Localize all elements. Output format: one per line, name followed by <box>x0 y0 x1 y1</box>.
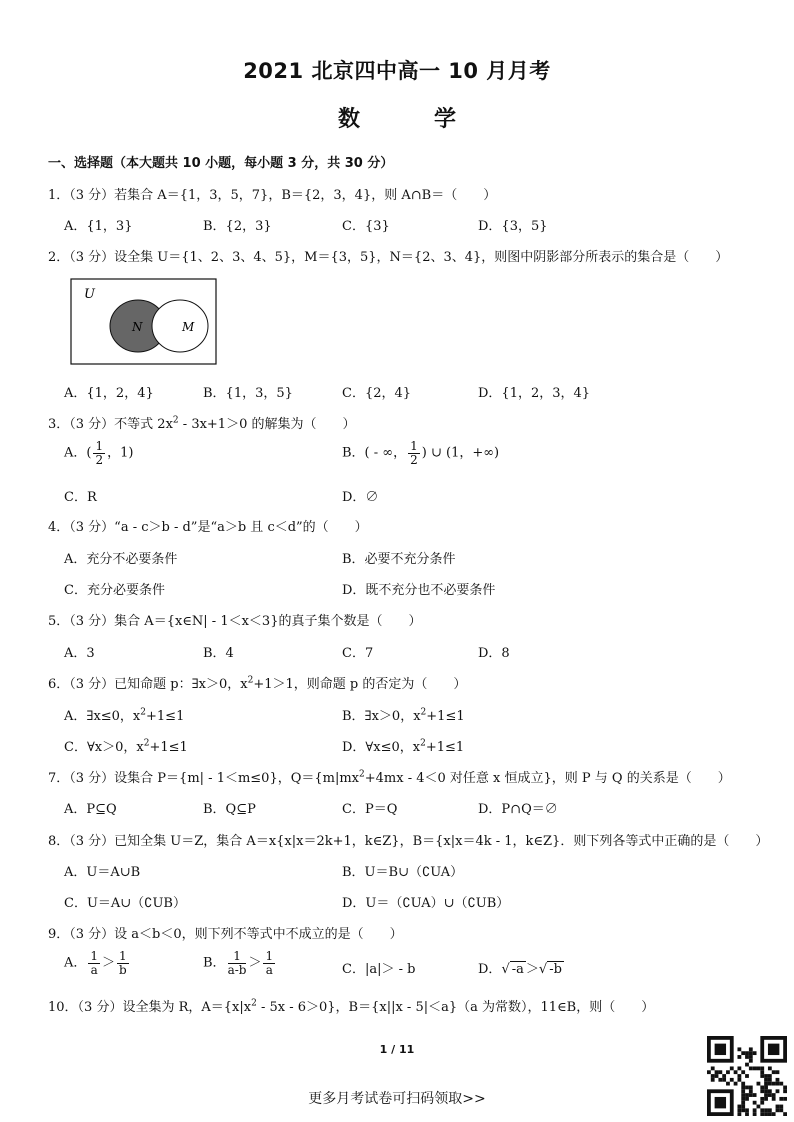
question-5: 5．（3 分）集合 A＝{x∈N| - 1＜x＜3}的真子集个数是（ ） <box>48 614 422 629</box>
q5-option-d: D．8 <box>478 646 510 661</box>
question-10: 10．（3 分）设全集为 R，$A=\{x|x^2 - 5x - 6>0\}$，B＝{x||x - 5|＜a}（a 为常数），11∈B，则（ ） <box>48 998 655 1015</box>
question-9: 9．（3 分）设 a＜b＜0，则下列不等式中不成立的是（ ） <box>48 927 403 942</box>
q9-option-c: C．|a|＞ - b <box>342 962 416 977</box>
footer-promo: 更多月考试卷可扫码领取>> <box>308 1091 486 1107</box>
q4-option-b: B．必要不充分条件 <box>342 552 456 567</box>
section-heading: 一、选择题（本大题共 10 小题，每小题 3 分，共 30 分） <box>48 156 394 171</box>
q3-option-c: C．R <box>64 490 97 505</box>
q7-option-a: A．P⊆Q <box>64 802 117 817</box>
q3-option-a: A．( $\frac{1}{2}$ ，1) <box>64 439 134 467</box>
question-8: 8．（3 分）已知全集 U＝Z，集合 A＝x{x|x＝2k+1，k∈Z}，B＝{x|x＝4k - 1，k∈Z}．则下列各等式中正确的是（ ） <box>48 834 769 849</box>
question-6: 6．（3 分）已知命题 p：∃x＞0，$x^2+1>1$，则命题 p 的否定为（ ） <box>48 675 467 692</box>
q1-option-b: B．{2，3} <box>203 219 272 234</box>
q9-option-d: D．√ -a ＞√ -b <box>478 962 562 977</box>
question-7: 7．（3 分）设集合 P＝{m| - 1＜m≤0}，$Q=\{m|mx^2+4mx - 4<0$ 对任意 x 恒成立}，则 P 与 Q 的关系是（ ） <box>48 769 731 786</box>
question-4: 4．（3 分）“a - c＞b - d”是“a＞b 且 c＜d”的（ ） <box>48 520 368 535</box>
q8-option-a: A．U＝A∪B <box>64 865 141 880</box>
q1-option-d: D．{3，5} <box>478 219 548 234</box>
q1-option-a: A．{1，3} <box>64 219 133 234</box>
q7-option-d: D．P∩Q＝∅ <box>478 802 558 817</box>
q9-option-a: A． $\frac{1}{a}$ ＞ $\frac{1}{b}$ <box>64 949 127 977</box>
subject-title: 数 学 <box>337 107 482 132</box>
q3-option-d: D．∅ <box>342 490 379 505</box>
page-number: 1 / 11 <box>379 1043 415 1056</box>
question-1: 1．（3 分）若集合 A＝{1，3，5，7}，B＝{2，3，4}，则 A∩B＝（ ） <box>48 188 497 203</box>
q4-option-c: C．充分必要条件 <box>64 583 165 598</box>
q4-option-a: A．充分不必要条件 <box>64 552 178 567</box>
q2-option-b: B．{1，3，5} <box>203 386 293 401</box>
q5-option-c: C．7 <box>342 646 374 661</box>
q6-option-a: A．∃x≤0，$x^2+1\le 1$ <box>64 707 185 724</box>
q7-option-b: B．Q⊆P <box>203 802 256 817</box>
q6-option-b: B．∃x＞0，$x^2+1\le 1$ <box>342 707 465 724</box>
qr-code-icon <box>707 1036 787 1116</box>
q6-option-c: C．∀x＞0，$x^2+1\le 1$ <box>64 738 188 755</box>
exam-title: 2021 北京四中高一 10 月月考 <box>243 59 551 83</box>
venn-label-n: N <box>132 320 143 334</box>
venn-label-m: M <box>182 320 195 334</box>
q4-option-d: D．既不充分也不必要条件 <box>342 583 496 598</box>
q5-option-a: A．3 <box>64 646 95 661</box>
question-2: 2．（3 分）设全集 U＝{1、2、3、4、5}，M＝{3，5}，N＝{2、3、4}，则图中阴影部分所表示的集合是（ ） <box>48 250 729 265</box>
q9-option-b: B． $\frac{1}{a-b}$ ＞ $\frac{1}{a}$ <box>203 949 274 977</box>
q6-option-d: D．∀x≤0，$x^2+1\le 1$ <box>342 738 465 755</box>
q8-option-c: C．U＝A∪（∁UB） <box>64 896 186 911</box>
question-3: 3．（3 分）不等式 $2x^2 - 3x+1>0$ 的解集为（ ） <box>48 415 356 432</box>
q8-option-b: B．U＝B∪（∁UA） <box>342 865 464 880</box>
q2-option-c: C．{2，4} <box>342 386 412 401</box>
q1-option-c: C．{3} <box>342 219 390 234</box>
q5-option-b: B．4 <box>203 646 234 661</box>
q8-option-d: D．U＝（∁UA）∪（∁UB） <box>342 896 510 911</box>
q7-option-c: C．P＝Q <box>342 802 398 817</box>
venn-label-u: U <box>84 287 95 302</box>
set-m-circle <box>152 300 208 352</box>
q2-option-d: D．{1，2，3，4} <box>478 386 591 401</box>
q2-option-a: A．{1，2，4} <box>64 386 154 401</box>
q3-option-b: B．( - ∞， $\frac{1}{2}$ ) ∪ (1，+∞) <box>342 439 500 467</box>
venn-diagram <box>70 278 218 366</box>
